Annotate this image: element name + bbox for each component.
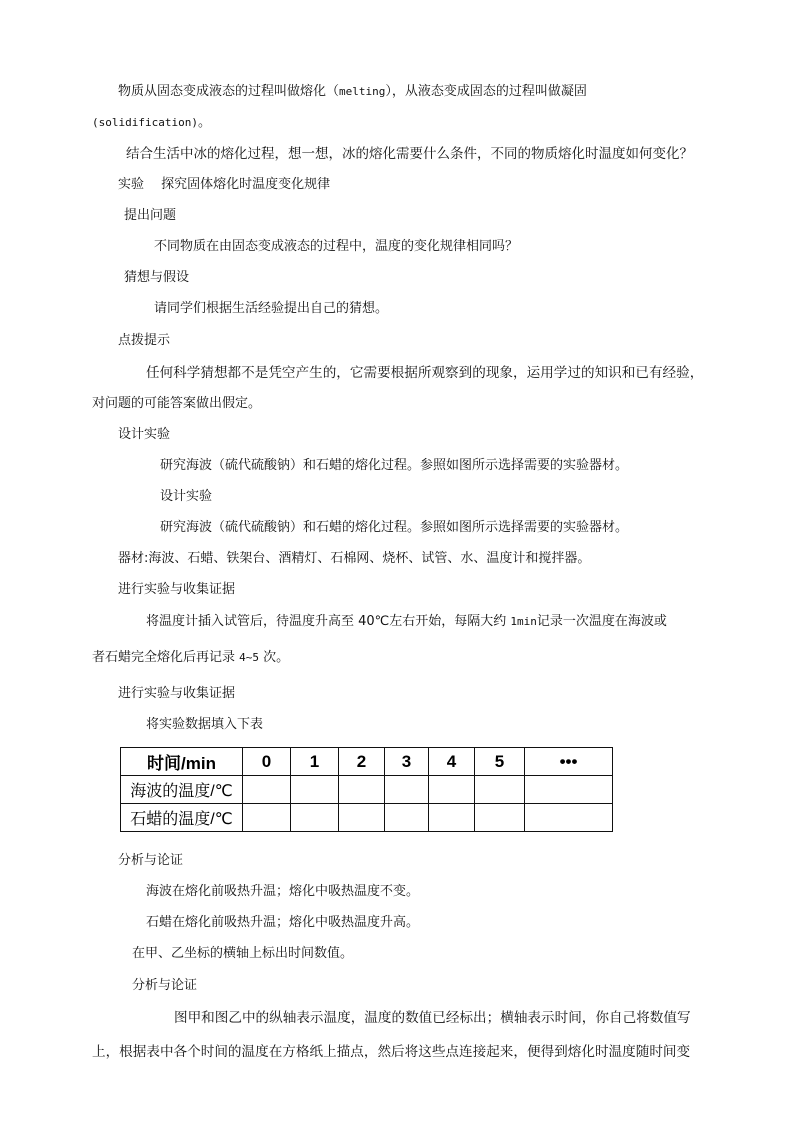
table-cell	[429, 804, 475, 832]
raise-question-text: 不同物质在由固态变成液态的过程中，温度的变化规律相同吗？	[154, 239, 519, 254]
hint-line-2: 对问题的可能答案做出假定。	[92, 396, 262, 411]
table-cell	[339, 804, 385, 832]
table-cell	[291, 804, 339, 832]
analysis2-line-2: 上，根据表中各个时间的温度在方格纸上描点，然后将这些点连接起来，便得到熔化时温度随时间变	[92, 1044, 691, 1060]
analysis-line-1: 海波在熔化前吸热升温；熔化中吸热温度不变。	[146, 884, 420, 899]
table-row	[121, 804, 613, 832]
table-row-label-hypo: 海波的温度/℃	[121, 776, 243, 804]
procedure-text-2c: 次。	[259, 650, 290, 665]
experiment-title: 实验 探究固体熔化时温度变化规律	[118, 177, 331, 192]
design-text-2: 研究海波（硫代硫酸钠）和石蜡的熔化过程。参照如图所示选择需要的实验器材。	[160, 520, 629, 535]
design-heading-2: 设计实验	[160, 489, 213, 504]
table-cell	[385, 804, 429, 832]
table-header-cell: 0	[243, 748, 291, 776]
hypothesis-text: 请同学们根据生活经验提出自己的猜想。	[154, 301, 389, 316]
procedure-heading-1: 进行实验与收集证据	[118, 582, 236, 597]
hint-heading: 点拨提示	[118, 333, 171, 348]
table-cell	[385, 776, 429, 804]
table-header-cell: 1	[291, 748, 339, 776]
table-header-ellipsis: •••	[525, 748, 613, 776]
analysis-line-3: 在甲、乙坐标的横轴上标出时间数值。	[132, 946, 354, 961]
intro-term-solidification: (solidification)	[92, 116, 198, 129]
equipment-list: 器材:海波、石蜡、铁架台、酒精灯、石棉网、烧杯、试管、水、温度计和搅拌器。	[118, 551, 591, 566]
analysis-line-2: 石蜡在熔化前吸热升温；熔化中吸热温度升高。	[146, 915, 420, 930]
procedure-text-2: 将实验数据填入下表	[146, 717, 264, 732]
procedure-text-1c: 记录一次温度在海波或	[536, 614, 667, 629]
design-heading-1: 设计实验	[118, 427, 171, 442]
raise-question-heading: 提出问题	[124, 208, 177, 223]
table-header-cell: 4	[429, 748, 475, 776]
hypothesis-heading: 猜想与假设	[124, 270, 190, 285]
table-cell	[525, 804, 613, 832]
data-table	[120, 747, 613, 832]
table-cell	[475, 776, 525, 804]
procedure-heading-2: 进行实验与收集证据	[118, 686, 236, 701]
table-header-cell: 3	[385, 748, 429, 776]
table-cell	[475, 804, 525, 832]
intro-text-a: 物质从固态变成液态的过程叫做熔化（	[118, 84, 340, 99]
design-text-1: 研究海波（硫代硫酸钠）和石蜡的熔化过程。参照如图所示选择需要的实验器材。	[160, 458, 629, 473]
table-header-row	[121, 748, 613, 776]
procedure-text-2a: 者石蜡完全熔化后再记录	[92, 650, 240, 665]
table-cell	[429, 776, 475, 804]
table-header-cell: 2	[339, 748, 385, 776]
intro-text-e: 。	[197, 115, 211, 130]
intro-line-1	[118, 83, 587, 101]
procedure-interval: 1min	[510, 615, 537, 628]
procedure-line-1	[146, 613, 667, 631]
table-cell	[339, 776, 385, 804]
procedure-line-2	[92, 649, 289, 667]
analysis-heading-1: 分析与论证	[118, 853, 184, 868]
intro-text-c: ），从液态变成固态的过程叫做凝固	[385, 84, 587, 99]
intro-question: 结合生活中冰的熔化过程，想一想，冰的熔化需要什么条件，不同的物质熔化时温度如何变化？	[126, 146, 693, 162]
intro-line-2	[92, 114, 211, 132]
hint-line-1: 任何科学猜想都不是凭空产生的，它需要根据所观察到的现象，运用学过的知识和已有经验，	[146, 365, 704, 381]
table-cell	[243, 804, 291, 832]
analysis-heading-2: 分析与论证	[132, 978, 198, 993]
table-cell	[291, 776, 339, 804]
table-header-time: 时间/min	[121, 748, 243, 776]
analysis2-line-1: 图甲和图乙中的纵轴表示温度，温度的数值已经标出；横轴表示时间，你自己将数值写	[174, 1010, 691, 1026]
procedure-count: 4~5	[239, 651, 260, 664]
table-row	[121, 776, 613, 804]
procedure-text-1a: 将温度计插入试管后，待温度升高至 40℃左右开始，每隔大约	[146, 614, 511, 629]
intro-term-melting: melting	[339, 85, 386, 98]
table-cell	[525, 776, 613, 804]
table-header-cell: 5	[475, 748, 525, 776]
table-row-label-paraffin: 石蜡的温度/℃	[121, 804, 243, 832]
table-cell	[243, 776, 291, 804]
